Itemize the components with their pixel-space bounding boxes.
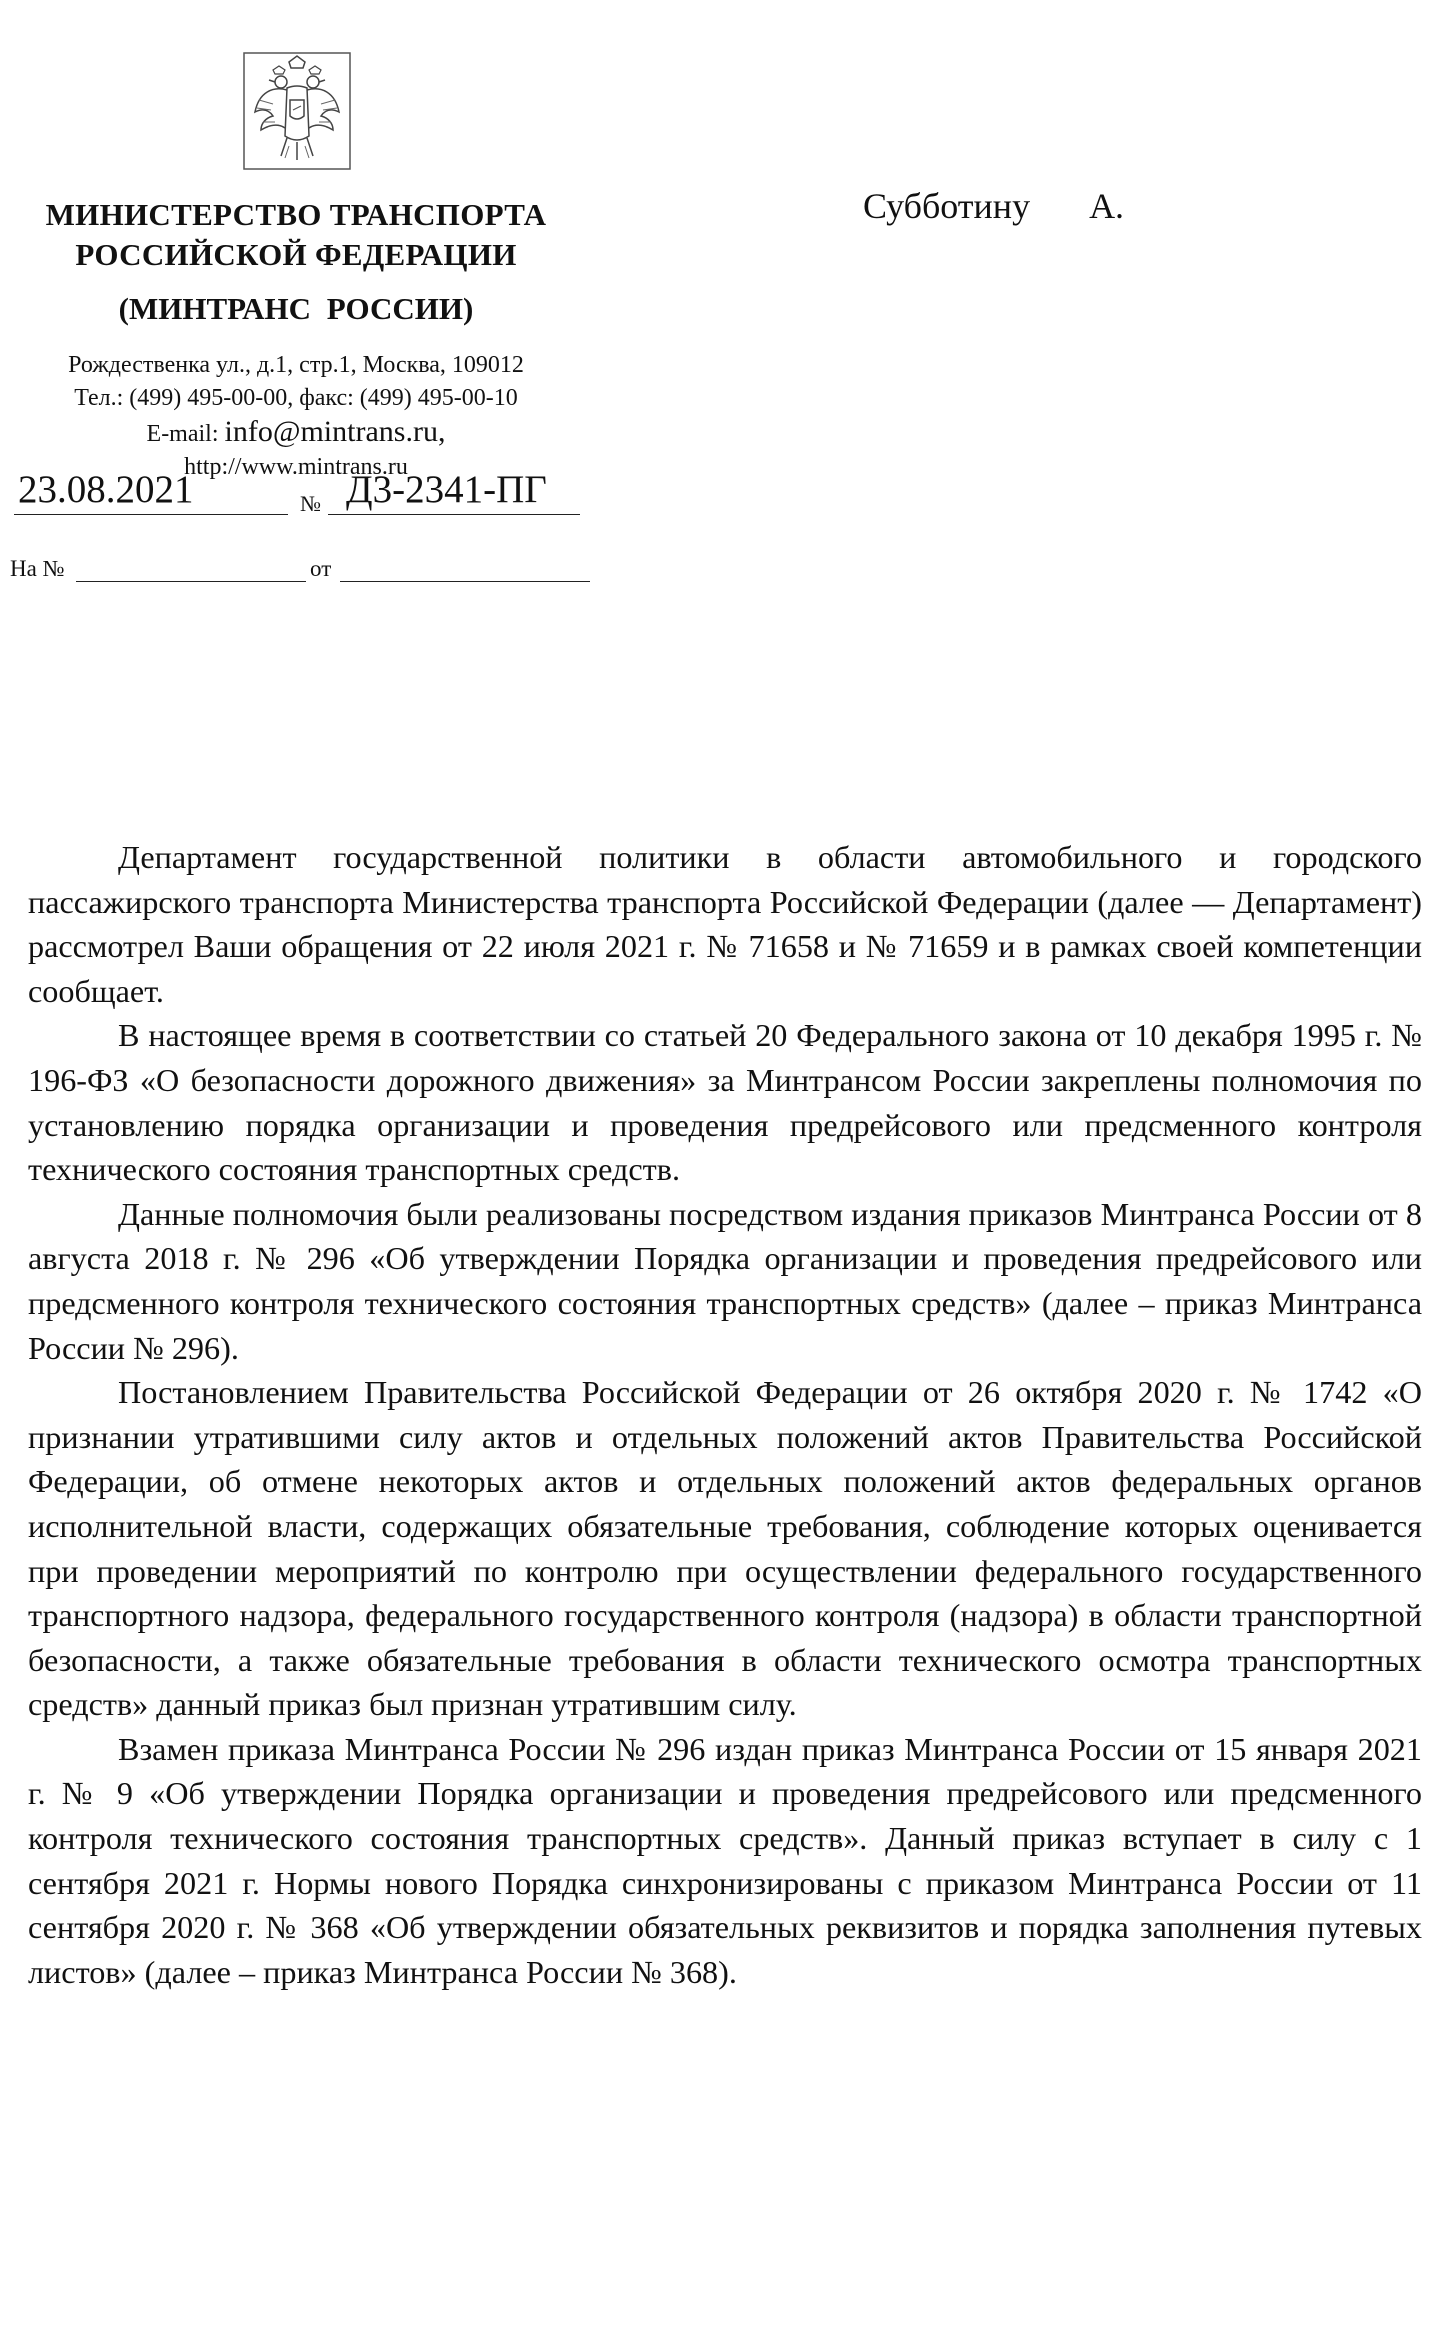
number-underline (328, 514, 580, 515)
addressee (863, 184, 1124, 228)
paragraph-1: Департамент государственной политики в области автомобильного и городского пассажирского транспорта Министерства транспорта Российской Федерации (далее — Департамент) рассмотрел Ваши обращения от 22 июля 2021 г. № 71658 и № 71659 и в рамках своей компетенции сообщает. (28, 839, 1422, 1009)
number-label: № (300, 491, 321, 516)
reply-reference-row (10, 555, 590, 589)
website-link[interactable]: http://www.mintrans.ru (184, 454, 408, 480)
from-label: от (310, 556, 332, 581)
ministry-name-line1: МИНИСТЕРСТВО ТРАНСПОРТА (45, 197, 547, 232)
paragraph-5: Взамен приказа Минтранса России № 296 издан приказ Минтранса России от 15 января 2021 г. № 9 «Об утверждении Порядка организации и проведения предрейсового или предсменного контроля технического состояния транспортных средств». Данный приказ вступает в силу с 1 сентября 2021 г. Нормы нового Порядка синхронизированы с приказом Минтранса России от 11 сентября 2020 г. № 368 «Об утверждении обязательных реквизитов и порядка заполнения путевых листов» (далее – приказ Минтранса России № 368). (28, 1730, 1422, 1990)
addressee-surname: Субботину (863, 186, 1031, 226)
registration-row (10, 462, 580, 524)
coat-of-arms-emblem-icon (243, 52, 351, 170)
registration-date: 23.08.2021 (18, 468, 194, 511)
email-address[interactable]: info@mintrans.ru, (224, 415, 446, 448)
email-line (0, 415, 592, 451)
letterhead (0, 195, 592, 484)
reply-to-label: На № (10, 556, 65, 581)
paragraph-3: Данные полномочия были реализованы посредством издания приказов Минтранса России от 8 августа 2018 г. № 296 «Об утверждении Порядка организации и проведения предрейсового или предсменного контроля технического состояния транспортных средств» (далее – приказ Минтранса России № 296). (28, 1195, 1422, 1366)
from-blank (340, 581, 590, 582)
letter-body (28, 835, 1422, 1994)
postal-address: Рождественка ул., д.1, стр.1, Москва, 109012 (68, 352, 524, 378)
phone-fax: Тел.: (499) 495-00-00, факс: (499) 495-00-10 (74, 385, 518, 411)
ministry-name-line2: РОССИЙСКОЙ ФЕДЕРАЦИИ (75, 237, 517, 272)
reply-to-blank (76, 581, 306, 582)
registration-number: Д3-2341-ПГ (346, 468, 547, 511)
paragraph-2: В настоящее время в соответствии со статьей 20 Федерального закона от 10 декабря 1995 г. № 196-ФЗ «О безопасности дорожного движения» за Минтрансом России закреплены полномочия по установлению порядка организации и проведения предрейсового или предсменного контроля технического состояния транспортных средств. (28, 1017, 1422, 1188)
date-underline (14, 514, 288, 515)
paragraph-4: Постановлением Правительства Российской Федерации от 26 октября 2020 г. № 1742 «О признании утратившими силу актов и отдельных положений актов Правительства Российской Федерации, об отмене некоторых актов и отдельных положений актов федеральных органов исполнительной власти, содержащих обязательные требования, соблюдение которых оценивается при проведении мероприятий по контролю при осуществлении федерального государственного транспортного надзора, федерального государственного контроля (надзора) в области транспортной безопасности, а также обязательные требования в области технического осмотра транспортных средств» данный приказ был признан утратившим силу. (28, 1374, 1422, 1723)
email-label: E-mail: (146, 421, 219, 447)
ministry-abbreviation: (МИНТРАНС РОССИИ) (118, 291, 474, 326)
addressee-initial: А. (1089, 186, 1125, 226)
